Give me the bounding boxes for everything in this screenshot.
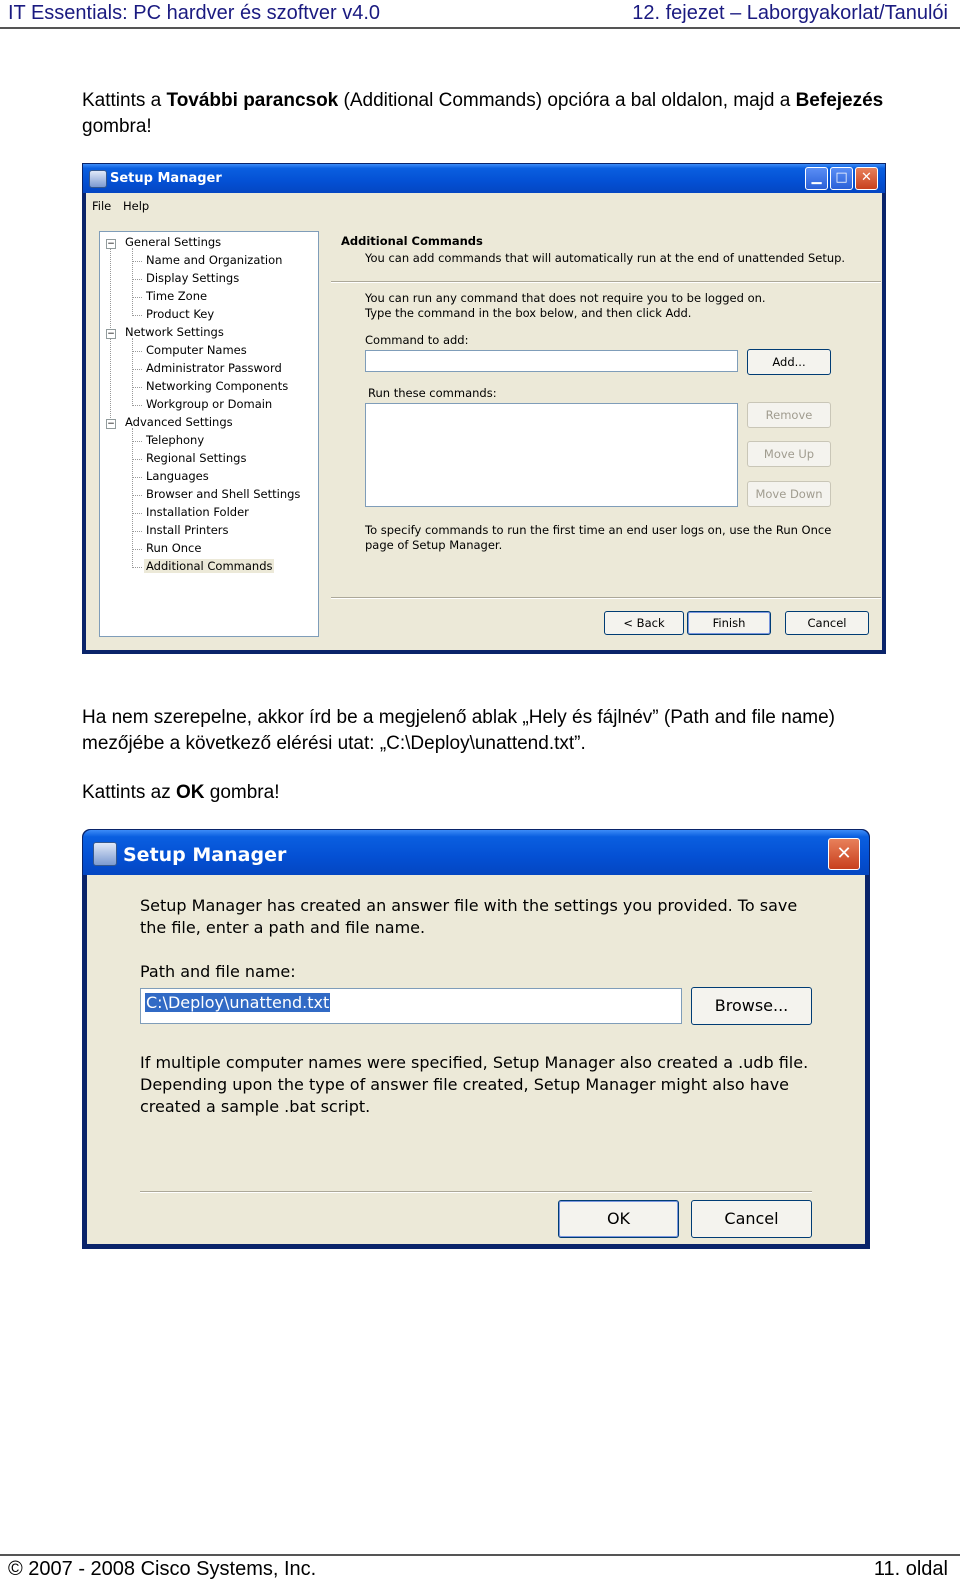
dialog-info: If multiple computer names were specified, Setup Manager also created a .udb file. Depending upon the type of answer file created, Setup Manager might also have created a sample .bat script. bbox=[140, 1053, 809, 1116]
finish-button[interactable]: Finish bbox=[687, 611, 771, 635]
setup-manager-window bbox=[82, 163, 886, 654]
tree-item[interactable]: Time Zone bbox=[146, 289, 208, 303]
browse-button[interactable]: Browse... bbox=[691, 987, 812, 1025]
tree-item[interactable]: Name and Organization bbox=[146, 253, 283, 267]
page-heading: Additional Commands bbox=[341, 234, 483, 248]
path-value: C:\Deploy\unattend.txt bbox=[146, 993, 330, 1012]
close-icon[interactable]: ✕ bbox=[855, 167, 878, 190]
add-button[interactable]: Add... bbox=[747, 349, 831, 375]
setup-manager-app-icon-2 bbox=[93, 842, 117, 866]
move-up-button[interactable]: Move Up bbox=[747, 441, 831, 467]
command-label: Command to add: bbox=[365, 333, 469, 347]
tree-connector bbox=[132, 297, 142, 298]
cancel-button-2[interactable]: Cancel bbox=[691, 1200, 812, 1238]
command-input[interactable] bbox=[365, 350, 738, 372]
tree-item[interactable]: Networking Components bbox=[146, 379, 289, 393]
window-1-title: Setup Manager bbox=[110, 171, 222, 186]
header-divider bbox=[331, 281, 881, 283]
header-rule bbox=[0, 27, 960, 29]
tree-connector bbox=[132, 567, 142, 568]
tree-item[interactable]: Languages bbox=[146, 469, 209, 483]
tree-connector bbox=[132, 477, 142, 478]
instruction-1-bold-1: További parancsok bbox=[166, 90, 339, 111]
footer-divider bbox=[331, 597, 881, 599]
instruction-3-pre: Kattints az bbox=[82, 782, 176, 803]
tree-connector bbox=[132, 279, 142, 280]
move-down-button[interactable]: Move Down bbox=[747, 481, 831, 507]
instruction-3-bold: OK bbox=[176, 782, 205, 803]
tree-item[interactable]: Installation Folder bbox=[146, 505, 249, 519]
tree-connector bbox=[132, 261, 142, 262]
page-subheading: You can add commands that will automatically run at the end of unattended Setup. bbox=[365, 251, 846, 265]
window-2-titlebar[interactable] bbox=[83, 830, 869, 875]
tree-item[interactable]: Regional Settings bbox=[146, 451, 247, 465]
menu-help[interactable]: Help bbox=[123, 199, 150, 213]
tree-item[interactable]: Telephony bbox=[146, 433, 205, 447]
path-input[interactable] bbox=[140, 988, 682, 1024]
tree-connector bbox=[132, 495, 142, 496]
window-1-titlebar[interactable] bbox=[83, 164, 885, 193]
tree-item[interactable]: Run Once bbox=[146, 541, 202, 555]
dialog-divider bbox=[140, 1191, 812, 1193]
tree-connector bbox=[132, 513, 142, 514]
close-icon-2[interactable]: ✕ bbox=[828, 838, 860, 870]
tree-item[interactable]: Network Settings bbox=[125, 325, 224, 339]
instruction-3-post: gombra! bbox=[204, 782, 280, 803]
tree-item[interactable]: Computer Names bbox=[146, 343, 247, 357]
run-once-note: To specify commands to run the first time an end user logs on, use the Run Once page of Setup Manager. bbox=[365, 523, 832, 552]
instruction-3 bbox=[82, 780, 922, 806]
tree-connector bbox=[132, 441, 142, 442]
page-description: You can run any command that does not require you to be logged on. Type the command in the box below, and then click Add. bbox=[365, 291, 766, 320]
remove-button[interactable]: Remove bbox=[747, 402, 831, 428]
header-left: IT Essentials: PC hardver és szoftver v4.0 bbox=[8, 2, 381, 24]
tree-item[interactable]: Advanced Settings bbox=[125, 415, 233, 429]
collapse-icon[interactable]: − bbox=[107, 239, 115, 249]
tree-item[interactable]: Browser and Shell Settings bbox=[146, 487, 301, 501]
instruction-1-post: gombra! bbox=[82, 116, 152, 137]
instruction-1-mid: (Additional Commands) opcióra a bal oldalon, majd a bbox=[338, 90, 796, 111]
footer-left: © 2007 - 2008 Cisco Systems, Inc. bbox=[8, 1558, 317, 1580]
path-label: Path and file name: bbox=[140, 962, 296, 981]
tree-item[interactable]: Administrator Password bbox=[146, 361, 282, 375]
tree-connector bbox=[132, 549, 142, 550]
tree-item[interactable]: Workgroup or Domain bbox=[146, 397, 273, 411]
tree-connector bbox=[132, 387, 142, 388]
footer-right: 11. oldal bbox=[873, 1558, 948, 1580]
footer-rule bbox=[0, 1554, 960, 1556]
tree-item[interactable]: Product Key bbox=[146, 307, 215, 321]
tree-item[interactable]: Additional Commands bbox=[146, 559, 273, 573]
tree-connector bbox=[132, 405, 142, 406]
instruction-2: Ha nem szerepelne, akkor írd be a megjelenő ablak „Hely és fájlnév” (Path and file name) mezőjébe a következő elérési utat: „C:\Deploy\unattend.txt”. bbox=[82, 707, 835, 754]
tree-connector bbox=[132, 351, 142, 352]
minimize-icon[interactable]: ▁ bbox=[805, 167, 828, 190]
ok-button[interactable]: OK bbox=[558, 1200, 679, 1238]
tree-connector bbox=[132, 369, 142, 370]
instruction-1-pre: Kattints a bbox=[82, 90, 167, 111]
collapse-icon[interactable]: − bbox=[107, 329, 115, 339]
run-commands-label: Run these commands: bbox=[368, 386, 497, 400]
tree-item[interactable]: General Settings bbox=[125, 235, 222, 249]
tree-connector bbox=[132, 459, 142, 460]
maximize-icon[interactable]: □ bbox=[830, 167, 853, 190]
tree-item[interactable]: Display Settings bbox=[146, 271, 240, 285]
instruction-1 bbox=[82, 88, 922, 140]
menu-file[interactable]: File bbox=[92, 199, 112, 213]
window-1-client bbox=[86, 193, 882, 650]
dialog-message: Setup Manager has created an answer file with the settings you provided. To save the file, enter a path and file name. bbox=[140, 896, 798, 937]
save-answer-file-dialog bbox=[82, 829, 870, 1249]
window-2-client bbox=[87, 875, 865, 1244]
back-button[interactable]: < Back bbox=[604, 611, 684, 635]
run-commands-list[interactable] bbox=[365, 403, 738, 507]
tree-connector bbox=[132, 531, 142, 532]
settings-tree[interactable] bbox=[99, 231, 319, 637]
tree-item[interactable]: Install Printers bbox=[146, 523, 229, 537]
header-right: 12. fejezet – Laborgyakorlat/Tanulói bbox=[632, 2, 948, 24]
window-2-title: Setup Manager bbox=[123, 844, 287, 866]
collapse-icon[interactable]: − bbox=[107, 419, 115, 429]
tree-connector bbox=[132, 315, 142, 316]
setup-manager-app-icon bbox=[89, 170, 107, 188]
cancel-button[interactable]: Cancel bbox=[785, 611, 869, 635]
instruction-1-bold-2: Befejezés bbox=[795, 90, 884, 111]
